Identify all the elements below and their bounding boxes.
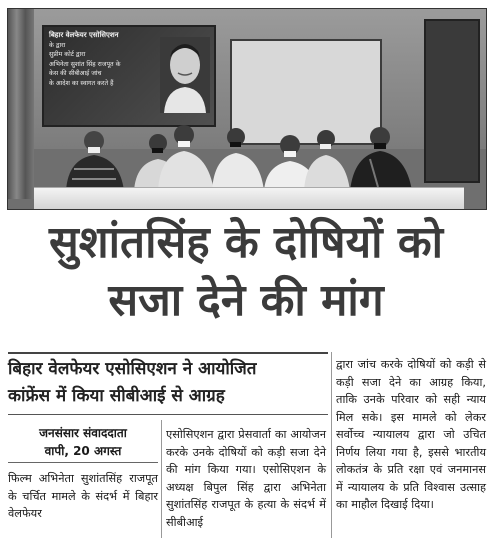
press-conference-photo bbox=[7, 8, 487, 210]
sub-headline bbox=[8, 356, 328, 410]
reporter-name: जनसंसार संवाददाता bbox=[39, 426, 127, 440]
banner-line: के आदेश का स्वागत करते हैं bbox=[49, 79, 114, 87]
main-headline bbox=[8, 214, 484, 330]
dateline: वापी, 20 अगस्त bbox=[44, 444, 122, 458]
headline-line-1: सुशांतसिंह के दोषियों को bbox=[48, 217, 444, 268]
conference-table bbox=[34, 187, 464, 210]
subhead-line-1: बिहार वेलफेयर एसोसिएशन ने आयोजित bbox=[8, 359, 257, 379]
banner-line: अभिनेता सुशांत सिंह राजपूत के bbox=[49, 60, 121, 68]
article-column-2: एसोसिएशन द्वारा प्रेसवार्ता का आयोजन करके उनके दोषियों को कड़ी सजा देने की मांग किया गया। एसोसिएशन के अध्यक्ष बिपुल सिंह द्वारा अभिनेता सुशांतसिंह राजपूत के हत्या के संदर्भ में सीबीआई bbox=[166, 428, 326, 529]
banner-title: बिहार वेलफेयर एसोसिएशन bbox=[49, 31, 119, 39]
column-divider bbox=[331, 352, 332, 538]
subhead-line-2: कांफ्रेंस में किया सीबीआई से आग्रह bbox=[8, 386, 225, 406]
person bbox=[212, 128, 264, 191]
person bbox=[158, 125, 214, 191]
column-divider bbox=[161, 420, 162, 538]
banner-line: के द्वारा bbox=[49, 41, 66, 49]
divider-rule bbox=[8, 414, 328, 415]
divider-rule bbox=[8, 462, 158, 463]
banner-line: केस की सीबीआई जांच bbox=[49, 70, 102, 77]
divider-rule bbox=[8, 352, 328, 354]
person bbox=[350, 127, 412, 191]
person bbox=[304, 130, 350, 191]
banner-line: सुप्रीम कोर्ट द्वारा bbox=[49, 51, 86, 58]
panel-members bbox=[8, 9, 486, 209]
article-column-1: फिल्म अभिनेता सुशांतसिंह राजपूत के चर्चित मामले के संदर्भ में बिहार वेलफेयर bbox=[8, 472, 158, 520]
byline bbox=[8, 424, 158, 460]
person bbox=[66, 131, 124, 191]
headline-line-2: सजा देने की मांग bbox=[108, 275, 384, 326]
article-column-3: द्वारा जांच करके दोषियों को कड़ी से कड़ी सजा देने का आग्रह किया, ताकि उनके परिवार को सही न्याय मिल सके। इस मामले को लेकर सर्वोच्च न्यायालय द्वारा जो उचित निर्णय लिया गया है, इससे भारतीय लोकतंत्र के प्रति रक्षा एवं जनमानस में न्यायालय के प्रति विश्वास उत्साह का माहौल दिखाई दिया। bbox=[336, 358, 486, 511]
